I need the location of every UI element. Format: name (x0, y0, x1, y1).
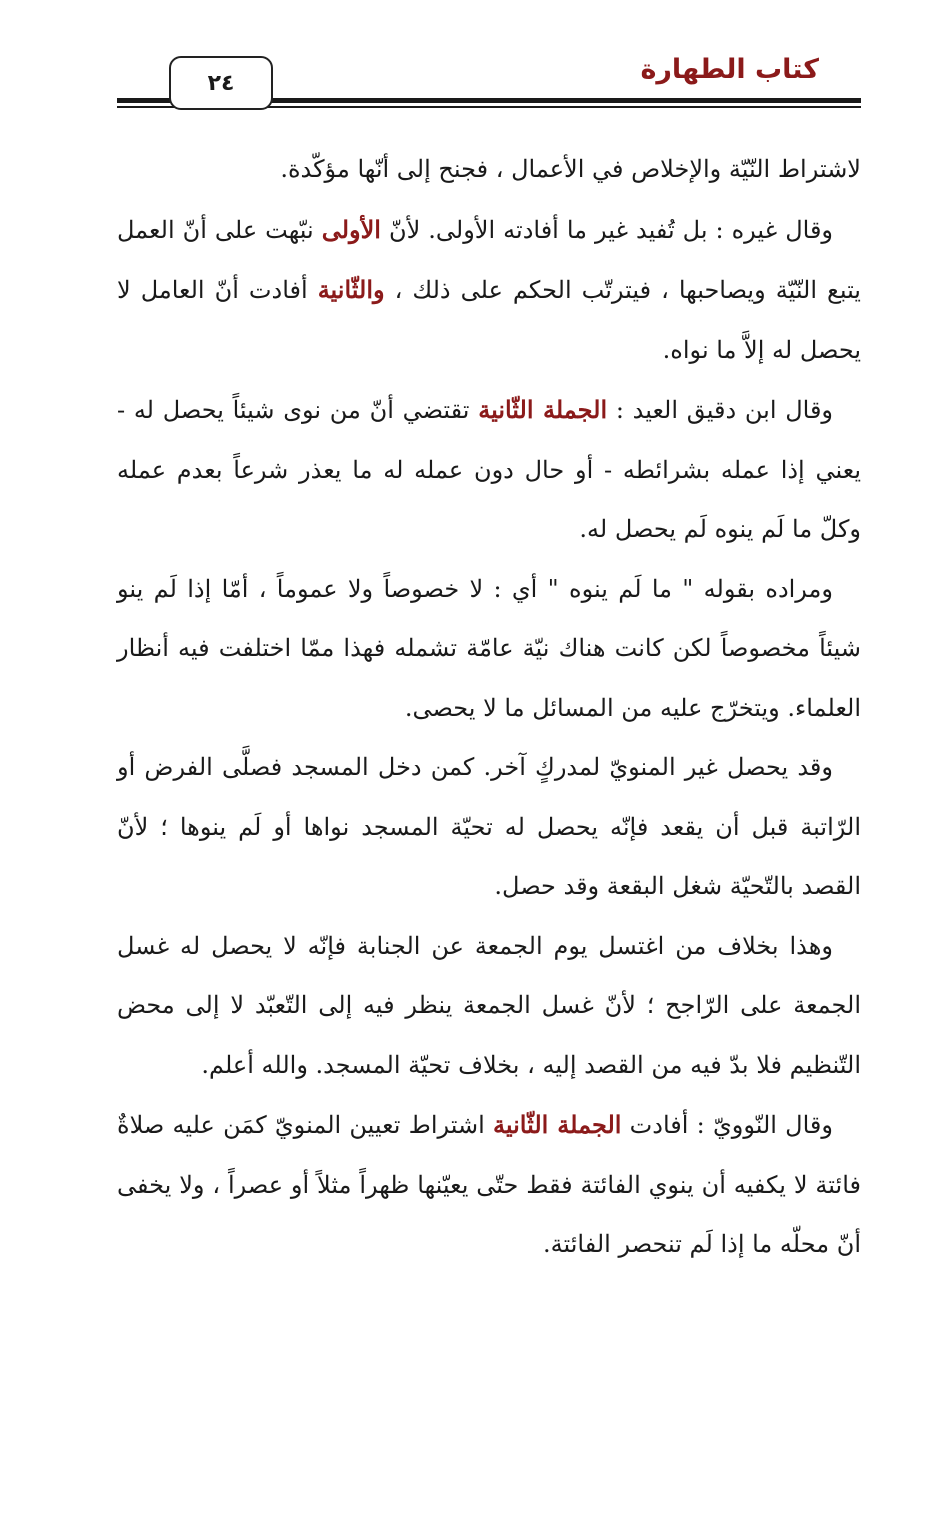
paragraph-text: وقال غيره : بل تُفيد غير ما أفادته الأولى. لأنّ (380, 215, 834, 244)
paragraph-7 (117, 1095, 861, 1275)
paragraph-3 (117, 380, 861, 560)
highlighted-term: الأولى (321, 214, 381, 244)
paragraph-6 (117, 917, 861, 1096)
highlighted-term: الجملة الثّانية (493, 1110, 622, 1139)
paragraph-text: نبّهت على أنّ العمل يتبع النّيّة ويصاحبها ، فيترتّب الحكم على ذلك ، (117, 215, 861, 304)
paragraph-text: اشتراط تعيين المنويّ كمَن عليه صلاةٌ فائتة لا يكفيه أن ينوي الفائتة فقط حتّى يعيّنها ظهراً مثلاً أو عصراً ، ولا يخفى أنّ محلّه ما إذا لَم تنحصر الفائتة. (117, 1111, 861, 1258)
paragraph-text: وقال ابن دقيق العيد : (607, 396, 834, 424)
page-body (117, 140, 861, 1275)
paragraph-text: تقتضي أنّ من نوى شيئاً يحصل له - يعني إذا عمله بشرائطه - أو حال دون عمله له ما يعذر شرعاً بعدم عمله وكلّ ما لَم ينوه لَم يحصل له. (117, 396, 861, 543)
paragraph-5 (117, 738, 861, 917)
highlighted-term: والثّانية (317, 275, 385, 304)
paragraph-1 (117, 140, 861, 200)
paragraph-text: وهذا بخلاف من اغتسل يوم الجمعة عن الجنابة فإنّه لا يحصل له غسل الجمعة على الرّاجح ؛ لأنّ غسل الجمعة ينظر فيه إلى التّعبّد لا إلى محض التّنظيم فلا بدّ فيه من القصد إليه ، بخلاف تحيّة المسجد. والله أعلم. (117, 931, 861, 1079)
highlighted-term: الجملة الثّانية (478, 395, 608, 424)
paragraph-text: لاشتراط النّيّة والإخلاص في الأعمال ، فجنح إلى أنّها مؤكّدة. (280, 155, 861, 183)
paragraph-4 (117, 560, 861, 739)
page-number: ٢٤ (169, 56, 273, 110)
book-title: كتاب الطهارة (640, 54, 819, 85)
paragraph-text: ومراده بقوله " ما لَم ينوه " أي : لا خصوصاً ولا عموماً ، أمّا إذا لَم ينو شيئاً مخصوصاً لكن كانت هناك نيّة عامّة تشمله فهذا ممّا اختلفت فيه أنظار العلماء. ويتخرّج عليه من المسائل ما لا يحصى. (117, 574, 861, 722)
paragraph-text: أفادت أنّ العامل لا يحصل له إلاَّ ما نواه. (117, 276, 861, 364)
paragraph-text: وقد يحصل غير المنويّ لمدركٍ آخر. كمن دخل المسجد فصلَّى الفرض أو الرّاتبة قبل أن يقعد فإنّه يحصل له تحيّة المسجد نواها أو لَم ينوها ؛ لأنّ القصد بالتّحيّة شغل البقعة وقد حصل. (117, 753, 861, 900)
paragraph-text: وقال النّوويّ : أفادت (621, 1111, 833, 1139)
paragraph-2 (117, 200, 861, 381)
